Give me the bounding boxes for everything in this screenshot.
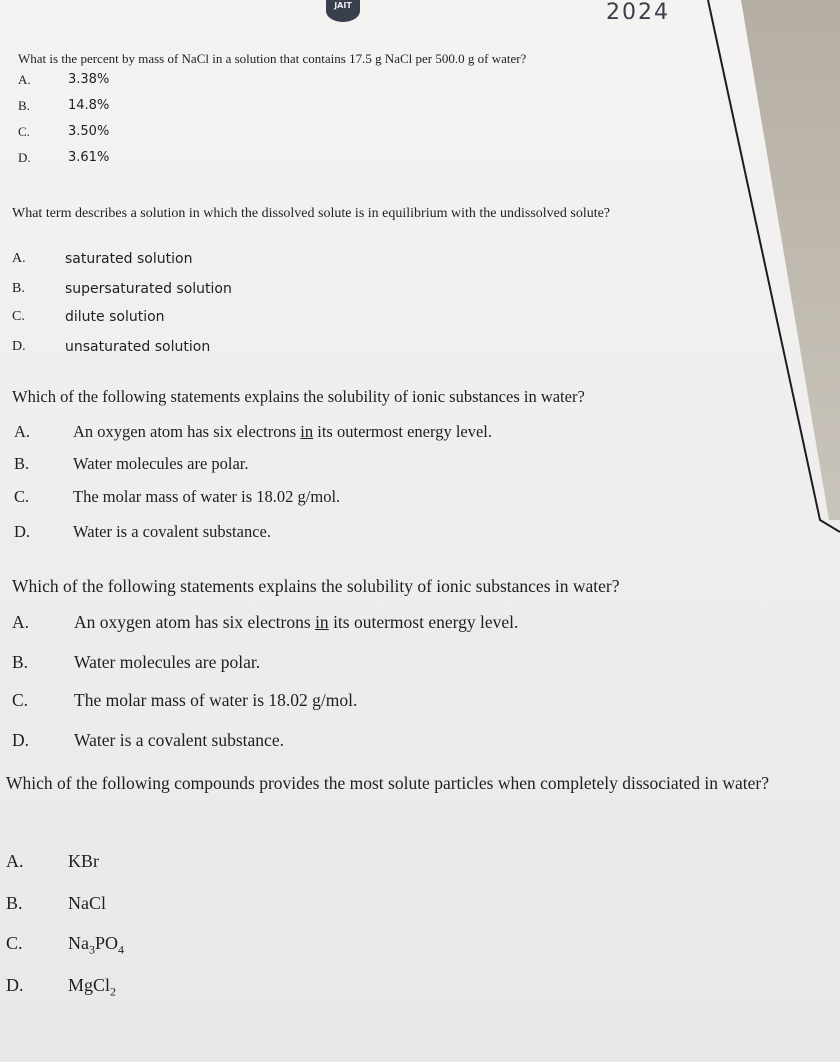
page-edge-line bbox=[700, 0, 840, 540]
question-5-stem: Which of the following compounds provides the most solute particles when completely dissociated in water? bbox=[6, 773, 770, 793]
question-1-stem: What is the percent by mass of NaCl in a solution that contains 17.5 g NaCl per 500.0 g of water? bbox=[18, 51, 527, 66]
question-4-stem: Which of the following statements explains the solubility of ionic substances in water? bbox=[12, 576, 620, 596]
question-2-stem: What term describes a solution in which the dissolved solute is in equilibrium with the undissolved solute? bbox=[12, 206, 611, 221]
school-logo: JAIT bbox=[326, 0, 360, 22]
question-3-stem: Which of the following statements explains the solubility of ionic substances in water? bbox=[12, 387, 585, 406]
year-heading: 2024 bbox=[606, 0, 670, 25]
